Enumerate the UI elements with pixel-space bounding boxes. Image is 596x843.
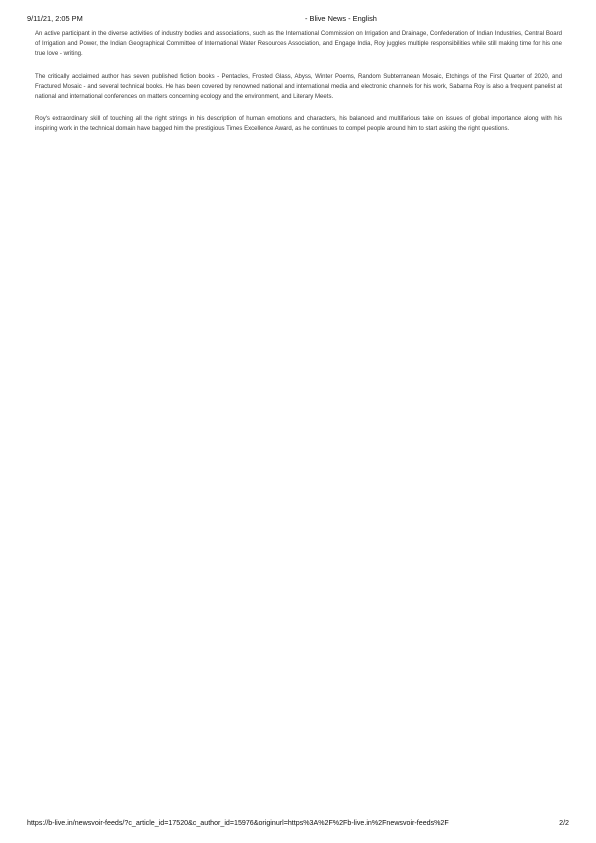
article-paragraph: The critically acclaimed author has seven published fiction books - Pentacles, Frosted Glass, Abyss, Winter Poems, Random Subterranean Mosaic, Etchings of the First Quarter of 2020, and Fractured Mosaic - and several technical books. He has been covered by renowned national and international media and electronic channels for his work, Sabarna Roy is also a frequent panelist at national and international conferences on matters concerning ecology and the environment, and Literary Meets. bbox=[35, 73, 562, 101]
article-paragraph: An active participant in the diverse activities of industry bodies and associations, such as the International Commission on Irrigation and Drainage, Confederation of Indian Industries, Central Board of Irrigation and Power, the Indian Geographical Committee of International Water Resources Association, and Engage India, Roy juggles multiple responsibilities while still making time for his one true love - writing. bbox=[35, 31, 562, 58]
print-source-url: https://b-live.in/newsvoir-feeds/?c_article_id=17520&c_author_id=15976&originurl=https%3A%2F%2Fb-live.in%2Fnewsvoir-feeds%2F bbox=[27, 819, 449, 827]
article-body bbox=[35, 29, 562, 147]
page-number: 2/2 bbox=[559, 819, 569, 827]
print-header bbox=[27, 14, 569, 26]
print-page-title: - Blive News - English bbox=[305, 14, 377, 23]
print-footer bbox=[27, 819, 569, 831]
article-paragraph: Roy's extraordinary skill of touching all the right strings in his description of human emotions and characters, his balanced and multifarious take on issues of global importance along with his inspiring work in the technical domain have bagged him the prestigious Times Excellence Award, as he continues to compel people around him to start asking the right questions. bbox=[35, 116, 562, 133]
print-datetime: 9/11/21, 2:05 PM bbox=[27, 14, 83, 23]
